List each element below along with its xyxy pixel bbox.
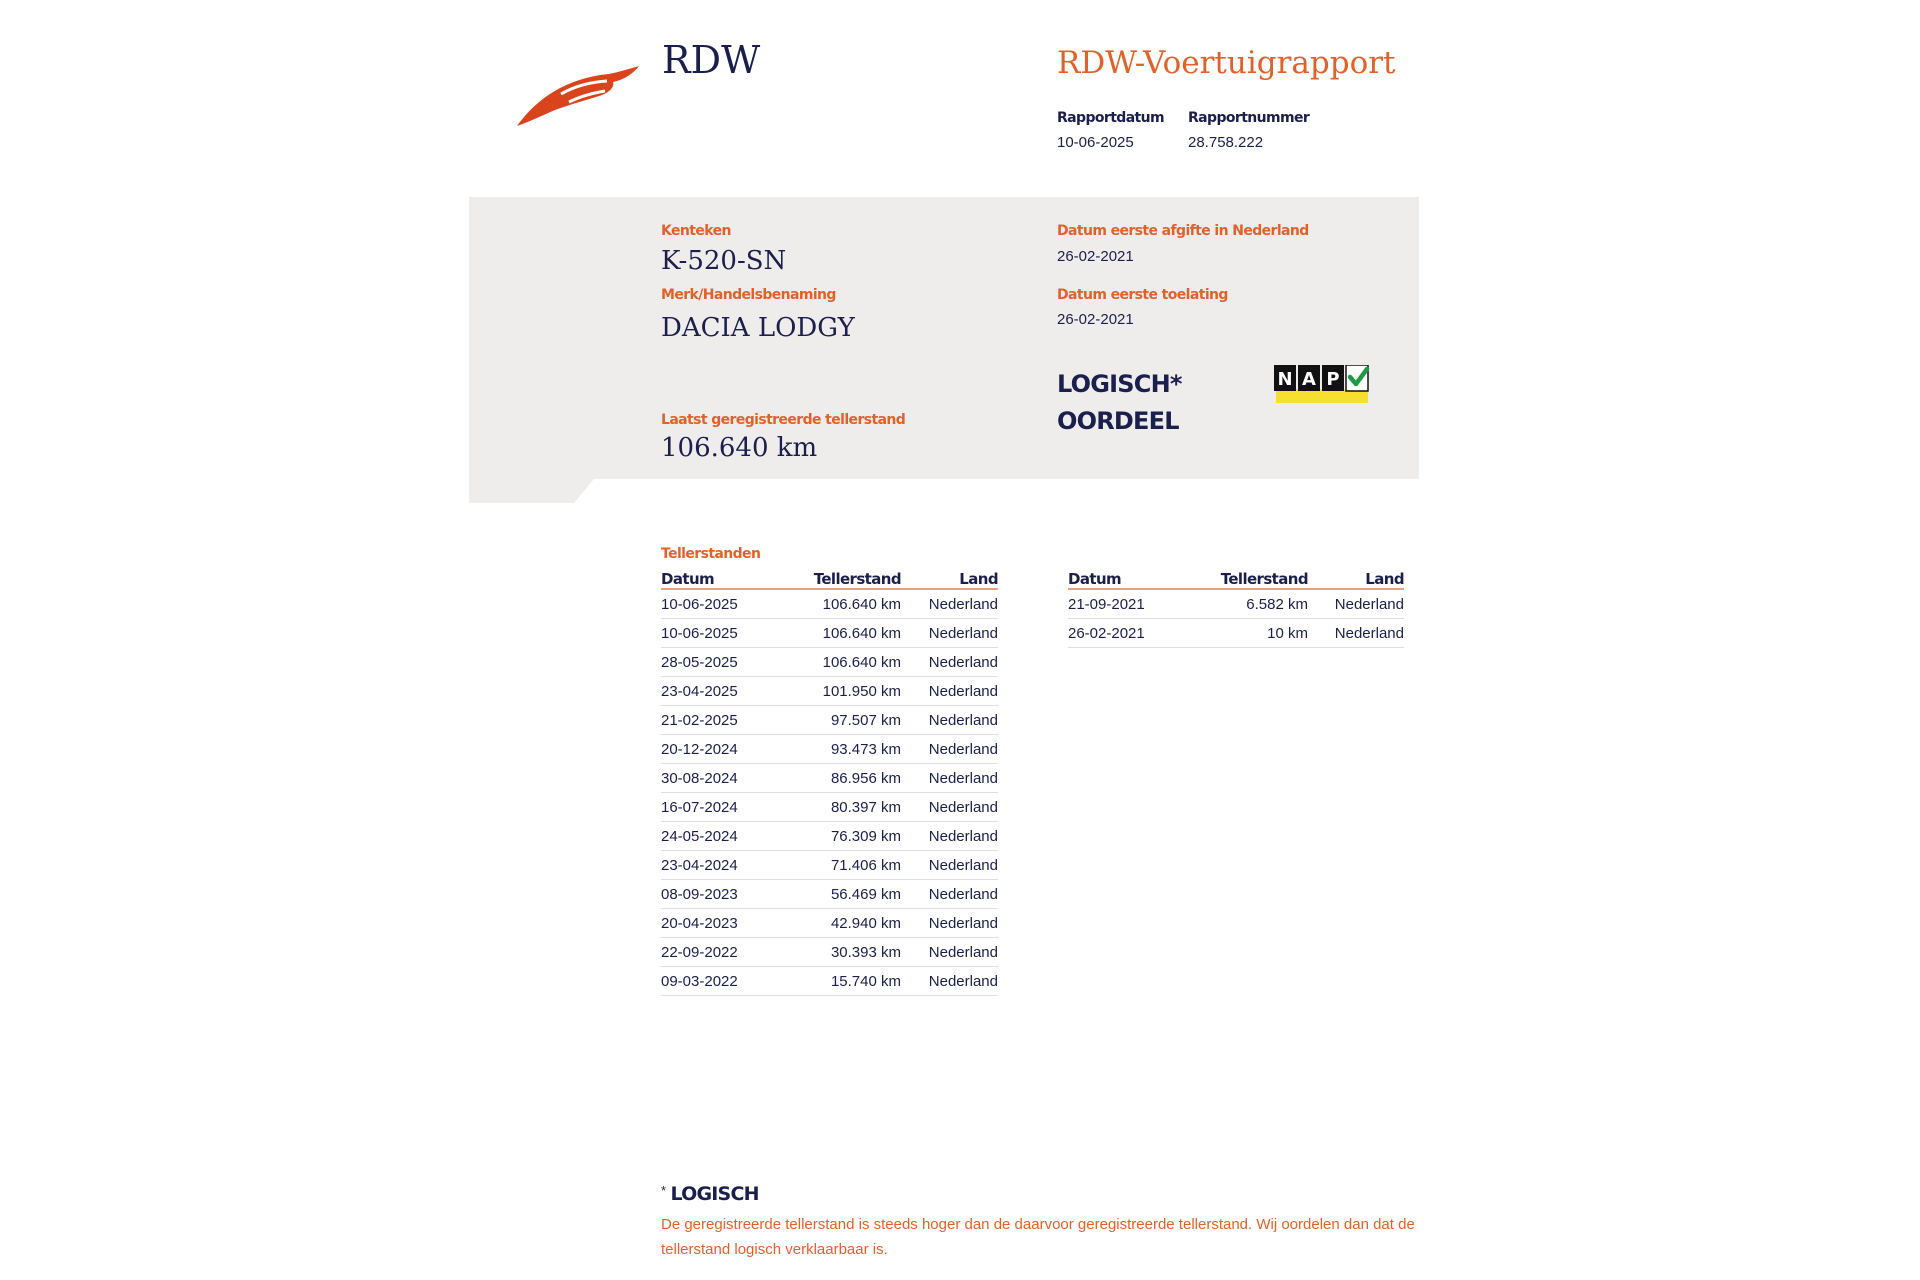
nap-letter-p: P: [1326, 369, 1340, 390]
row-odometer: 76.309 km: [781, 822, 901, 851]
first-admission: 26-02-2021: [1057, 311, 1134, 328]
rdw-logo-icon: [515, 60, 645, 130]
row-odometer: 30.393 km: [781, 938, 901, 967]
row-country: Nederland: [901, 619, 998, 648]
row-country: Nederland: [901, 589, 998, 619]
row-odometer: 101.950 km: [781, 677, 901, 706]
col-land: Land: [1308, 566, 1404, 589]
report-number: 28.758.222: [1188, 134, 1264, 151]
table-row: [661, 735, 998, 764]
col-land: Land: [901, 566, 998, 589]
row-odometer: 93.473 km: [781, 735, 901, 764]
row-odometer: 106.640 km: [781, 619, 901, 648]
row-odometer: 106.640 km: [781, 648, 901, 677]
row-date: 20-04-2023: [661, 909, 781, 938]
nap-letter-a: A: [1302, 369, 1316, 390]
table-row: [661, 793, 998, 822]
odometer-table-left: [661, 566, 998, 996]
report-date: 10-06-2025: [1057, 134, 1134, 151]
row-country: Nederland: [901, 880, 998, 909]
row-date: 09-03-2022: [661, 967, 781, 996]
license-plate: K-520-SN: [661, 246, 787, 276]
table-row: [1068, 619, 1404, 648]
row-date: 24-05-2024: [661, 822, 781, 851]
row-date: 26-02-2021: [1068, 619, 1188, 648]
footnote-text: De geregistreerde tellerstand is steeds hoger dan de daarvoor geregistreerde tellerstand. Wij oordelen dan dat de tellerstand logisch verklaarbaar is.: [661, 1216, 1415, 1258]
table-row: [661, 648, 998, 677]
row-date: 10-06-2025: [661, 589, 781, 619]
row-odometer: 71.406 km: [781, 851, 901, 880]
row-country: Nederland: [901, 909, 998, 938]
row-country: Nederland: [1308, 589, 1404, 619]
col-tellerstand: Tellerstand: [781, 566, 901, 589]
row-country: Nederland: [901, 648, 998, 677]
row-country: Nederland: [901, 735, 998, 764]
row-country: Nederland: [901, 938, 998, 967]
verdict-line2: OORDEEL: [1057, 407, 1179, 435]
row-odometer: 80.397 km: [781, 793, 901, 822]
table-row: [661, 880, 998, 909]
nap-check-icon: [1274, 365, 1370, 405]
brand-name: DACIA LODGY: [661, 313, 855, 343]
col-datum: Datum: [661, 566, 781, 589]
report-title: RDW-Voertuigrapport: [1057, 45, 1396, 81]
table-row: [661, 909, 998, 938]
table-row: [661, 967, 998, 996]
row-odometer: 106.640 km: [781, 589, 901, 619]
row-country: Nederland: [901, 851, 998, 880]
row-date: 16-07-2024: [661, 793, 781, 822]
first-issue-nl-label: Datum eerste afgifte in Nederland: [1057, 223, 1309, 239]
odometer-section-title: Tellerstanden: [661, 546, 761, 562]
plate-label: Kenteken: [661, 223, 731, 239]
first-admission-label: Datum eerste toelating: [1057, 287, 1228, 303]
row-date: 10-06-2025: [661, 619, 781, 648]
row-date: 20-12-2024: [661, 735, 781, 764]
report-date-label: Rapportdatum: [1057, 110, 1165, 126]
row-country: Nederland: [901, 822, 998, 851]
report-number-label: Rapportnummer: [1188, 110, 1310, 126]
row-odometer: 86.956 km: [781, 764, 901, 793]
row-date: 23-04-2024: [661, 851, 781, 880]
logo-text: RDW: [662, 38, 761, 82]
table-row: [661, 589, 998, 619]
odometer-table-right: [1068, 566, 1404, 648]
footnote-star: *: [661, 1183, 667, 1198]
table-row: [661, 851, 998, 880]
row-date: 30-08-2024: [661, 764, 781, 793]
row-odometer: 10 km: [1188, 619, 1308, 648]
table-row: [1068, 589, 1404, 619]
footnote-title: LOGISCH: [670, 1183, 759, 1205]
col-tellerstand: Tellerstand: [1188, 566, 1308, 589]
row-country: Nederland: [901, 793, 998, 822]
row-date: 21-02-2025: [661, 706, 781, 735]
row-odometer: 97.507 km: [781, 706, 901, 735]
table-row: [661, 619, 998, 648]
table-row: [661, 677, 998, 706]
row-country: Nederland: [1308, 619, 1404, 648]
nap-letter-n: N: [1277, 369, 1293, 390]
row-country: Nederland: [901, 706, 998, 735]
row-country: Nederland: [901, 764, 998, 793]
row-odometer: 42.940 km: [781, 909, 901, 938]
row-date: 28-05-2025: [661, 648, 781, 677]
vehicle-info-panel: [469, 197, 1419, 503]
row-date: 08-09-2023: [661, 880, 781, 909]
table-row: [661, 764, 998, 793]
row-date: 23-04-2025: [661, 677, 781, 706]
table-row: [661, 938, 998, 967]
row-odometer: 15.740 km: [781, 967, 901, 996]
row-odometer: 56.469 km: [781, 880, 901, 909]
col-datum: Datum: [1068, 566, 1188, 589]
row-odometer: 6.582 km: [1188, 589, 1308, 619]
first-issue-nl: 26-02-2021: [1057, 248, 1134, 265]
row-country: Nederland: [901, 677, 998, 706]
table-row: [661, 706, 998, 735]
row-date: 22-09-2022: [661, 938, 781, 967]
last-odometer: 106.640 km: [661, 433, 818, 463]
verdict-line1: LOGISCH*: [1057, 370, 1182, 398]
row-date: 21-09-2021: [1068, 589, 1188, 619]
row-country: Nederland: [901, 967, 998, 996]
footnote-heading: [661, 1183, 759, 1205]
last-odometer-label: Laatst geregistreerde tellerstand: [661, 412, 906, 428]
table-row: [661, 822, 998, 851]
brand-label: Merk/Handelsbenaming: [661, 287, 836, 303]
